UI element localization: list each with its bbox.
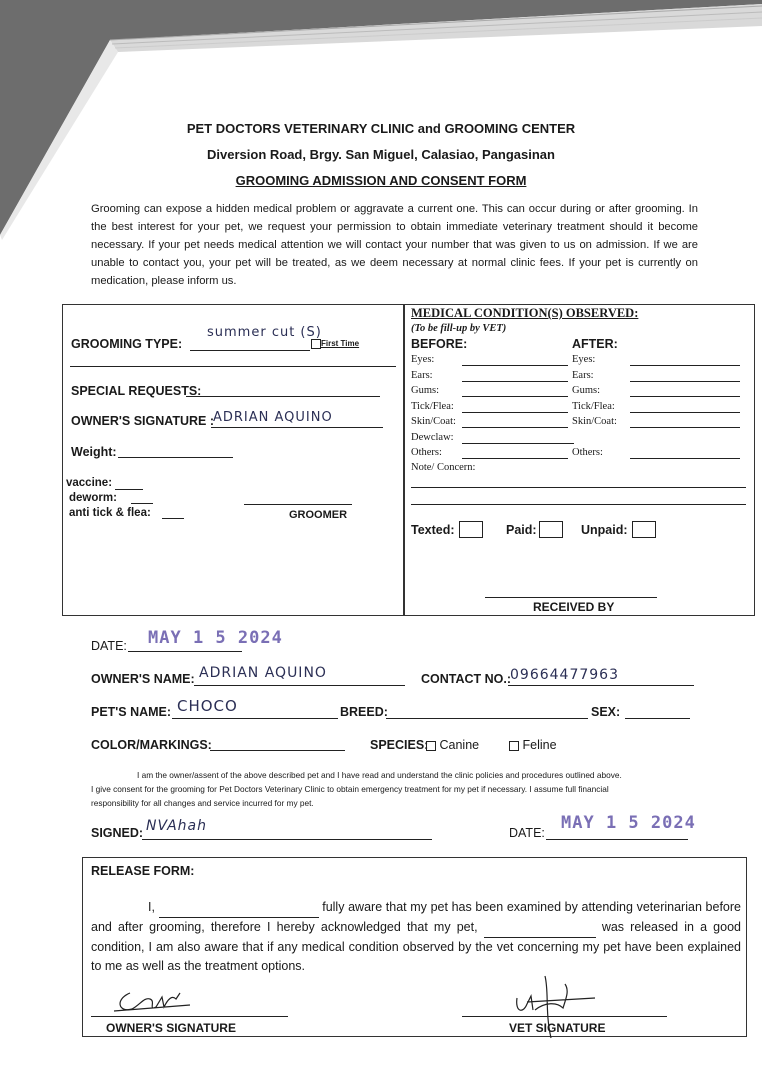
- contact-value: 09664477963: [510, 667, 619, 683]
- after-row-label: Gums:: [572, 385, 601, 396]
- before-row-line[interactable]: [462, 412, 568, 413]
- release-owner-sig-label: OWNER'S SIGNATURE: [106, 1021, 236, 1035]
- weight-label: Weight:: [71, 445, 117, 459]
- owner-name-value: ADRIAN AQUINO: [199, 665, 327, 681]
- feline-option[interactable]: [509, 738, 557, 752]
- after-row-label: Others:: [572, 447, 603, 458]
- note-line-1[interactable]: [411, 487, 746, 488]
- release-vet-sig-label: VET SIGNATURE: [509, 1021, 606, 1035]
- color-markings-line[interactable]: [210, 750, 345, 751]
- before-row-label: Gums:: [411, 385, 440, 396]
- clinic-address: Diversion Road, Brgy. San Miguel, Calasiao, Pangasinan: [207, 147, 555, 162]
- after-row-line[interactable]: [630, 381, 740, 382]
- canine-option[interactable]: [426, 738, 479, 752]
- before-row-line[interactable]: [462, 443, 574, 444]
- after-row-line[interactable]: [630, 365, 740, 366]
- texted-checkbox[interactable]: [459, 521, 483, 538]
- date-stamp: MAY 1 5 2024: [148, 628, 283, 648]
- pet-name-value: CHOCO: [177, 697, 238, 715]
- intro-paragraph: Grooming can expose a hidden medical problem or aggravate a current one. This can occur during or after grooming. In the best interest for your pet, we request your permission to obtain immediate veterinary treatment should it become necessary. If your pet needs medical attention we will contact your number that was given to us on admission. If we are unable to contact you, your pet will be treated, as we deem necessary at normal clinic fees. If your pet is currently on medication, please inform us.: [91, 203, 698, 287]
- before-row-label: Ears:: [411, 370, 433, 381]
- after-row-line[interactable]: [630, 412, 740, 413]
- date-label: DATE:: [91, 639, 127, 653]
- after-row-label: Ears:: [572, 370, 594, 381]
- pet-name-label: PET'S NAME:: [91, 705, 172, 719]
- after-row-label: Tick/Flea:: [572, 401, 615, 412]
- grooming-type-line-2: [70, 366, 396, 367]
- owner-signature-value: ADRIAN AQUINO: [213, 410, 333, 425]
- pet-name-line[interactable]: [172, 718, 338, 719]
- signed-value: NVAhah: [146, 818, 208, 834]
- sex-line[interactable]: [625, 718, 690, 719]
- deworm-label: deworm:: [69, 492, 117, 504]
- grooming-type-value[interactable]: summer cut (S): [207, 325, 322, 340]
- first-time-box-icon: [311, 339, 321, 349]
- medical-subtitle: (To be fill-up by VET): [411, 323, 507, 334]
- grooming-type-label: GROOMING TYPE:: [71, 337, 183, 351]
- after-row-line[interactable]: [630, 396, 740, 397]
- release-p2: fully aware that my pet has been examined by attending veterinarian before and after grooming, therefore I hereby acknowledged that my pet,: [91, 900, 741, 934]
- before-row-line[interactable]: [462, 381, 568, 382]
- feline-box-icon: [509, 741, 519, 751]
- deworm-line[interactable]: [131, 503, 153, 504]
- owner-signature-line[interactable]: [211, 427, 383, 428]
- first-time-checkbox[interactable]: [311, 339, 359, 349]
- after-row-label: Skin/Coat:: [572, 416, 617, 427]
- feline-label: Feline: [522, 738, 557, 752]
- before-row-label: Dewclaw:: [411, 432, 454, 443]
- after-row-label: Eyes:: [572, 354, 596, 365]
- special-requests-label: SPECIAL REQUESTS:: [71, 384, 202, 398]
- before-row-label: Tick/Flea:: [411, 401, 454, 412]
- before-row-label: Skin/Coat:: [411, 416, 456, 427]
- consent-date-line[interactable]: [546, 839, 688, 840]
- antitick-line[interactable]: [162, 518, 184, 519]
- vaccine-line[interactable]: [115, 489, 143, 490]
- special-requests-line[interactable]: [186, 396, 380, 397]
- contact-label: CONTACT NO.:: [421, 672, 512, 686]
- note-line-2[interactable]: [411, 504, 746, 505]
- signed-label: SIGNED:: [91, 826, 144, 840]
- breed-line[interactable]: [386, 718, 588, 719]
- contact-line[interactable]: [508, 685, 694, 686]
- consent-line-3: responsibility for all changes and service incurred for my pet.: [91, 798, 314, 808]
- paid-label: Paid:: [506, 523, 537, 537]
- after-heading: AFTER:: [572, 337, 618, 351]
- signed-line[interactable]: [142, 839, 432, 840]
- consent-line-1: I am the owner/assent of the above described pet and I have read and understand the clinic policies and procedures outlined above.: [137, 770, 622, 780]
- first-time-label: First Time: [321, 339, 360, 349]
- owner-signature-label: OWNER'S SIGNATURE :: [71, 414, 215, 428]
- species-label: SPECIES:: [370, 738, 429, 752]
- release-p3: was released in a good condition, I am also aware that if any medical condition observed by the vet concerning my pet have been explained to me as well as the treatment options.: [91, 920, 741, 973]
- color-markings-label: COLOR/MARKINGS:: [91, 738, 212, 752]
- before-row-label: Others:: [411, 447, 442, 458]
- date-line[interactable]: [128, 651, 242, 652]
- after-row-line[interactable]: [630, 458, 740, 459]
- unpaid-label: Unpaid:: [581, 523, 628, 537]
- before-row-line[interactable]: [462, 365, 568, 366]
- consent-line-2: I give consent for the grooming for Pet Doctors Veterinary Clinic to obtain emergency treatment for my pet if necessary. I assume full financial: [91, 784, 609, 794]
- note-concern-label: Note/ Concern:: [411, 462, 476, 473]
- release-pet-blank[interactable]: [484, 918, 596, 938]
- before-row-line[interactable]: [462, 427, 568, 428]
- canine-label: Canine: [439, 738, 480, 752]
- owner-name-label: OWNER'S NAME:: [91, 672, 195, 686]
- medical-title: MEDICAL CONDITION(S) OBSERVED:: [411, 306, 639, 320]
- before-row-line[interactable]: [462, 396, 568, 397]
- received-by-line[interactable]: [485, 597, 657, 598]
- after-row-line[interactable]: [630, 427, 740, 428]
- consent-date-label: DATE:: [509, 826, 545, 840]
- before-row-label: Eyes:: [411, 354, 435, 365]
- release-name-blank[interactable]: [159, 898, 319, 918]
- form-title: GROOMING ADMISSION AND CONSENT FORM: [235, 173, 527, 188]
- release-title: RELEASE FORM:: [91, 864, 195, 878]
- before-row-line[interactable]: [462, 458, 568, 459]
- received-by-label: RECEIVED BY: [533, 600, 615, 614]
- groomer-line[interactable]: [244, 504, 352, 505]
- canine-box-icon: [426, 741, 436, 751]
- groomer-label: GROOMER: [289, 509, 348, 521]
- texted-label: Texted:: [411, 523, 455, 537]
- weight-line[interactable]: [118, 457, 233, 458]
- vaccine-label: vaccine:: [66, 477, 113, 489]
- breed-label: BREED:: [340, 705, 388, 719]
- owner-signature-scribble: [110, 985, 200, 1017]
- unpaid-checkbox[interactable]: [632, 521, 656, 538]
- antitick-label: anti tick & flea:: [69, 507, 151, 519]
- consent-date-stamp: MAY 1 5 2024: [561, 813, 696, 833]
- release-p1: I,: [148, 900, 155, 914]
- grooming-type-line: [190, 350, 310, 351]
- before-heading: BEFORE:: [411, 337, 468, 351]
- release-paragraph: [91, 898, 741, 976]
- paid-checkbox[interactable]: [539, 521, 563, 538]
- clinic-name: PET DOCTORS VETERINARY CLINIC and GROOMING CENTER: [186, 121, 576, 136]
- owner-name-line[interactable]: [194, 685, 405, 686]
- sex-label: SEX:: [591, 705, 621, 719]
